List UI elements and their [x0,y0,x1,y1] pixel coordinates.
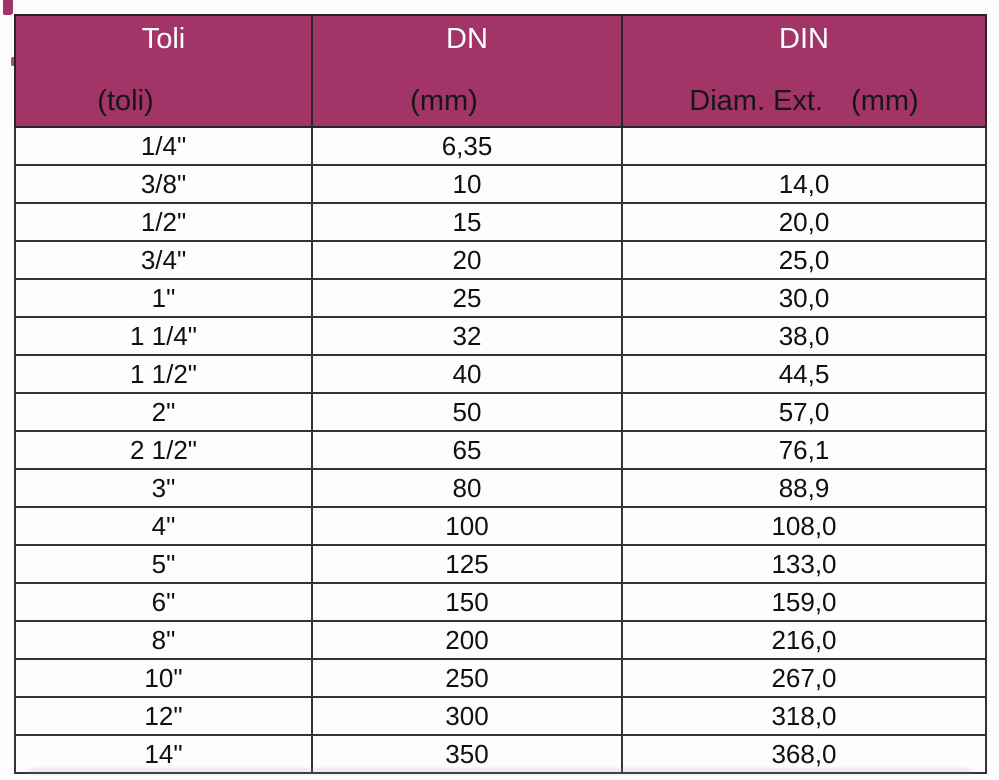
cell-din: 44,5 [622,355,986,393]
table-body [15,127,986,773]
table-row [15,203,986,241]
cell-din [622,127,986,165]
table-row [15,241,986,279]
cell-dn: 20 [312,241,622,279]
header-din-subtitle-right: (mm) [851,84,919,117]
cell-din: 108,0 [622,507,986,545]
cell-dn: 100 [312,507,622,545]
cell-toli: 5" [15,545,312,583]
header-col-dn-content [313,16,621,126]
cell-dn: 250 [312,659,622,697]
cell-dn: 125 [312,545,622,583]
scan-smear-artifact [30,769,970,773]
cell-toli: 2" [15,393,312,431]
header-col-din [622,15,986,127]
table-row [15,355,986,393]
cell-dn: 150 [312,583,622,621]
header-din-title: DIN [779,23,829,55]
pipe-size-conversion-table [14,14,987,774]
cell-din: 20,0 [622,203,986,241]
header-col-dn [312,15,622,127]
cell-din: 25,0 [622,241,986,279]
table-row [15,621,986,659]
cell-toli: 1" [15,279,312,317]
cell-toli: 3/8" [15,165,312,203]
cell-din: 76,1 [622,431,986,469]
table-row [15,545,986,583]
cell-din: 57,0 [622,393,986,431]
header-col-toli [15,15,312,127]
table-row [15,279,986,317]
cell-toli: 6" [15,583,312,621]
cell-dn: 15 [312,203,622,241]
cell-toli: 1 1/2" [15,355,312,393]
cell-toli: 4" [15,507,312,545]
cell-din: 318,0 [622,697,986,735]
cell-din: 267,0 [622,659,986,697]
table-row [15,317,986,355]
cell-dn: 65 [312,431,622,469]
cell-toli: 3" [15,469,312,507]
cell-din: 38,0 [622,317,986,355]
header-din-subtitle [623,86,985,116]
cell-din: 30,0 [622,279,986,317]
table-row [15,659,986,697]
cell-dn: 32 [312,317,622,355]
cell-toli: 1/4" [15,127,312,165]
cell-dn: 25 [312,279,622,317]
scan-bleed-artifact [3,0,13,15]
cell-dn: 6,35 [312,127,622,165]
table-row [15,735,986,773]
cell-toli: 1/2" [15,203,312,241]
cell-toli: 12" [15,697,312,735]
cell-din: 216,0 [622,621,986,659]
cell-toli: 1 1/4" [15,317,312,355]
header-row [15,15,986,127]
header-toli-subtitle: (toli) [97,84,154,117]
cell-toli: 10" [15,659,312,697]
cell-din: 368,0 [622,735,986,773]
cell-dn: 300 [312,697,622,735]
header-toli-title: Toli [141,23,186,55]
header-col-din-content [623,16,985,126]
cell-dn: 50 [312,393,622,431]
header-dn-title: DN [446,23,488,55]
table-row [15,469,986,507]
cell-dn: 200 [312,621,622,659]
table-row [15,127,986,165]
cell-toli: 2 1/2" [15,431,312,469]
cell-din: 14,0 [622,165,986,203]
cell-din: 159,0 [622,583,986,621]
table-row [15,697,986,735]
cell-dn: 350 [312,735,622,773]
cell-toli: 14" [15,735,312,773]
cell-toli: 8" [15,621,312,659]
table-row [15,165,986,203]
table-row [15,393,986,431]
table-row [15,507,986,545]
header-dn-subtitle: (mm) [410,84,478,117]
header-din-subtitle-left: Diam. Ext. [689,84,824,117]
cell-toli: 3/4" [15,241,312,279]
header-col-toli-content [16,16,311,126]
cell-din: 88,9 [622,469,986,507]
cell-dn: 40 [312,355,622,393]
cell-dn: 80 [312,469,622,507]
table-row [15,431,986,469]
cell-din: 133,0 [622,545,986,583]
table-row [15,583,986,621]
cell-dn: 10 [312,165,622,203]
